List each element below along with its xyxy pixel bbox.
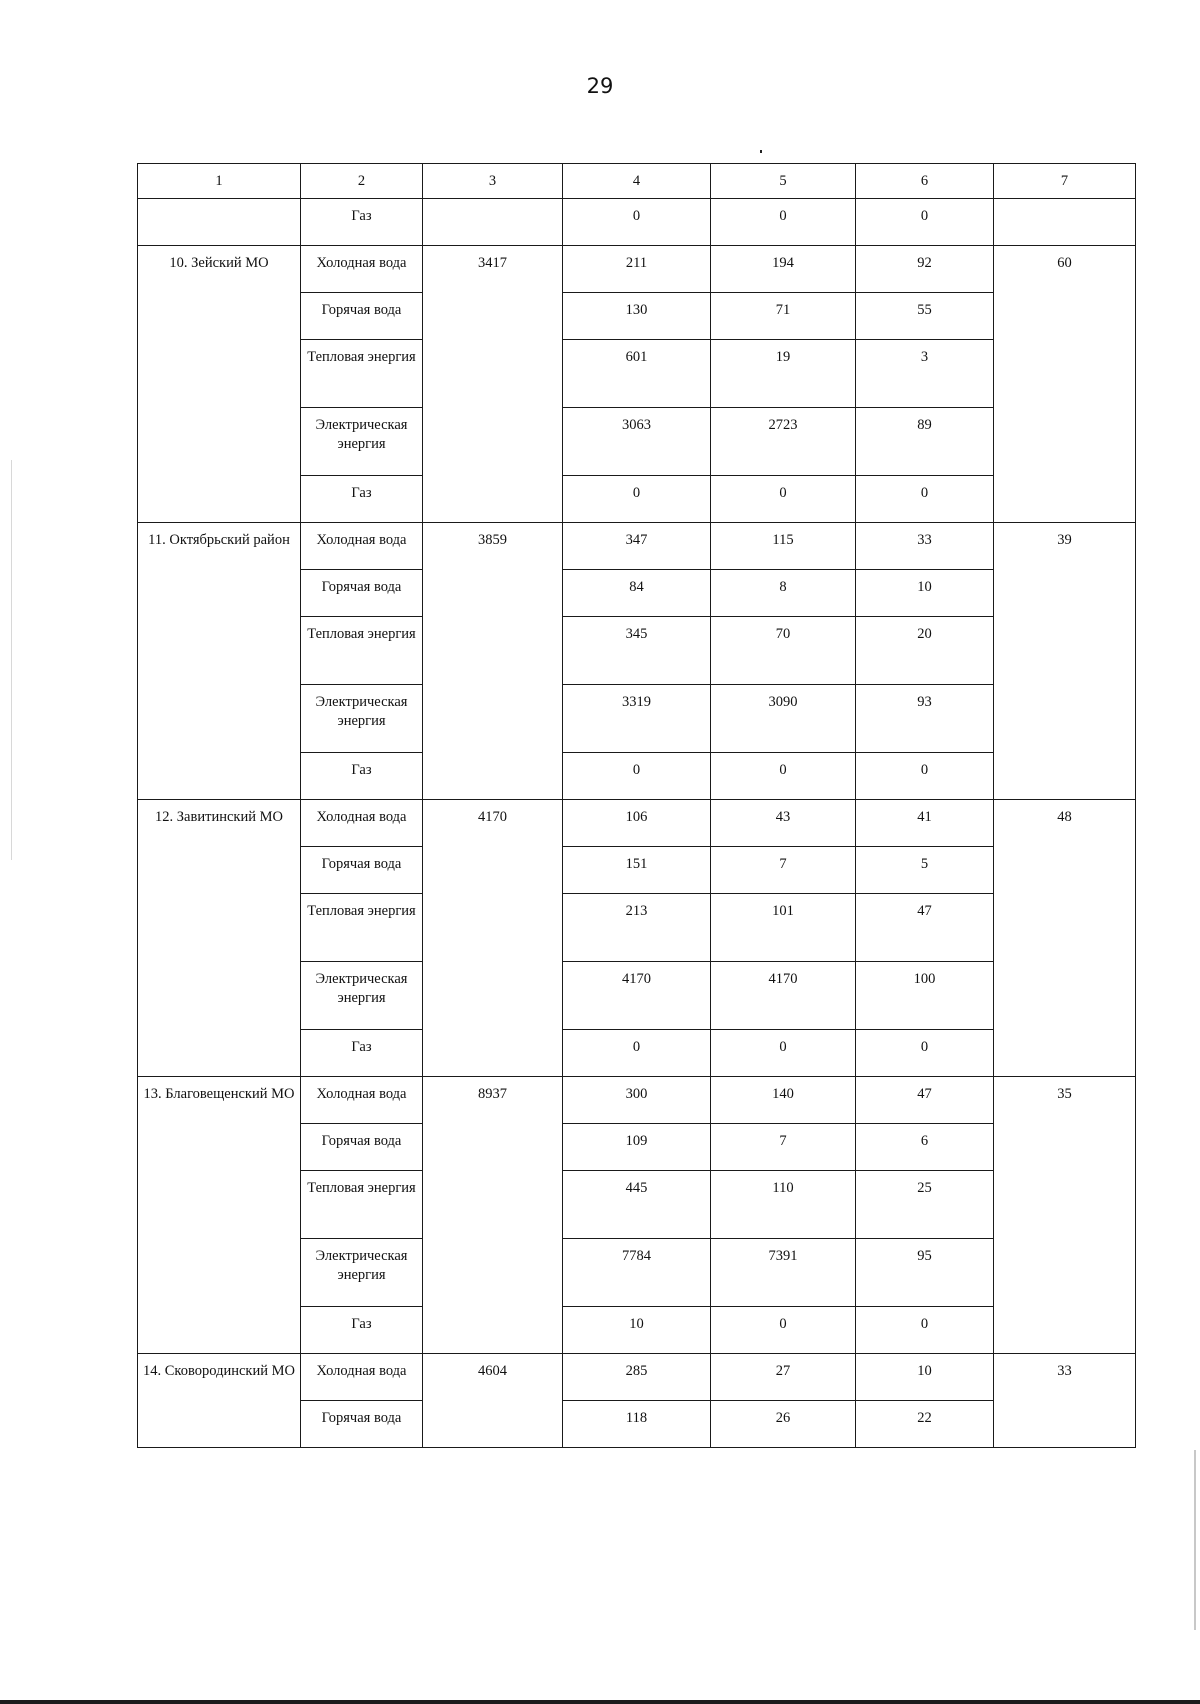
col3-cell (423, 199, 563, 246)
col5-cell: 19 (711, 340, 856, 408)
col6-cell: 10 (856, 570, 994, 617)
resource-cell: Тепловая энергия (301, 617, 423, 685)
col6-cell: 6 (856, 1124, 994, 1171)
table-row (138, 246, 1136, 293)
col5-cell: 7 (711, 847, 856, 894)
col4-cell: 118 (563, 1401, 711, 1448)
col5-cell: 27 (711, 1354, 856, 1401)
scan-tick-mark (760, 150, 762, 153)
column-number: 5 (711, 164, 856, 199)
col4-cell: 109 (563, 1124, 711, 1171)
col4-cell: 3319 (563, 685, 711, 753)
col5-cell: 101 (711, 894, 856, 962)
col5-cell: 0 (711, 1307, 856, 1354)
column-number-row (138, 164, 1136, 199)
resource-cell: Газ (301, 1030, 423, 1077)
column-number: 6 (856, 164, 994, 199)
col6-cell: 5 (856, 847, 994, 894)
col6-cell: 100 (856, 962, 994, 1030)
col5-cell: 194 (711, 246, 856, 293)
scan-artifact-line (1194, 1450, 1196, 1630)
col4-cell: 285 (563, 1354, 711, 1401)
col5-cell: 70 (711, 617, 856, 685)
col6-cell: 93 (856, 685, 994, 753)
col4-cell: 151 (563, 847, 711, 894)
resource-cell: Газ (301, 476, 423, 523)
col4-cell: 0 (563, 753, 711, 800)
col4-cell: 0 (563, 476, 711, 523)
resource-cell: Горячая вода (301, 1124, 423, 1171)
col4-cell: 7784 (563, 1239, 711, 1307)
col5-cell: 115 (711, 523, 856, 570)
col5-cell: 2723 (711, 408, 856, 476)
resource-cell: Электрическая энергия (301, 408, 423, 476)
col6-cell: 47 (856, 894, 994, 962)
col6-cell: 3 (856, 340, 994, 408)
resource-cell: Холодная вода (301, 246, 423, 293)
municipality-cell: 13. Благовещенский МО (138, 1077, 301, 1354)
carry-over-row (138, 199, 1136, 246)
col5-cell: 71 (711, 293, 856, 340)
col5-cell: 0 (711, 476, 856, 523)
column-number: 7 (994, 164, 1136, 199)
resource-cell: Холодная вода (301, 523, 423, 570)
municipality-cell: 10. Зейский МО (138, 246, 301, 523)
col3-cell: 3859 (423, 523, 563, 800)
col6-cell: 22 (856, 1401, 994, 1448)
col4-cell: 601 (563, 340, 711, 408)
col6-cell: 0 (856, 1307, 994, 1354)
col5-cell: 0 (711, 1030, 856, 1077)
col6-cell: 41 (856, 800, 994, 847)
col5-cell: 4170 (711, 962, 856, 1030)
col6-cell: 0 (856, 1030, 994, 1077)
page-number: 29 (586, 74, 614, 98)
col4-cell: 3063 (563, 408, 711, 476)
table-row (138, 523, 1136, 570)
resource-cell: Горячая вода (301, 570, 423, 617)
scan-artifact-line (11, 460, 12, 860)
col3-cell: 4170 (423, 800, 563, 1077)
col4-cell: 211 (563, 246, 711, 293)
resource-cell: Холодная вода (301, 800, 423, 847)
col5-cell: 43 (711, 800, 856, 847)
col7-cell: 33 (994, 1354, 1136, 1448)
municipality-cell: 14. Сковородинский МО (138, 1354, 301, 1448)
resource-cell: Холодная вода (301, 1354, 423, 1401)
col4-cell: 130 (563, 293, 711, 340)
col3-cell: 8937 (423, 1077, 563, 1354)
col6-cell: 33 (856, 523, 994, 570)
col7-cell: 60 (994, 246, 1136, 523)
col4-cell: 84 (563, 570, 711, 617)
col3-cell: 3417 (423, 246, 563, 523)
column-number: 4 (563, 164, 711, 199)
col4-cell: 347 (563, 523, 711, 570)
col6-cell: 89 (856, 408, 994, 476)
col6-cell: 0 (856, 476, 994, 523)
resource-cell: Электрическая энергия (301, 1239, 423, 1307)
resource-cell: Горячая вода (301, 293, 423, 340)
resource-cell: Тепловая энергия (301, 894, 423, 962)
col5-cell: 110 (711, 1171, 856, 1239)
table-body (138, 164, 1136, 1448)
col5-cell: 0 (711, 199, 856, 246)
col5-cell: 7 (711, 1124, 856, 1171)
resource-cell: Газ (301, 199, 423, 246)
col6-cell: 25 (856, 1171, 994, 1239)
col7-cell (994, 199, 1136, 246)
col5-cell: 0 (711, 753, 856, 800)
data-table (137, 163, 1136, 1448)
resource-cell: Газ (301, 753, 423, 800)
table-row (138, 1354, 1136, 1401)
scan-bottom-edge (0, 1700, 1200, 1704)
col4-cell: 213 (563, 894, 711, 962)
col6-cell: 0 (856, 199, 994, 246)
col5-cell: 140 (711, 1077, 856, 1124)
resource-cell: Электрическая энергия (301, 685, 423, 753)
col6-cell: 95 (856, 1239, 994, 1307)
col6-cell: 20 (856, 617, 994, 685)
col5-cell: 26 (711, 1401, 856, 1448)
column-number: 1 (138, 164, 301, 199)
col4-cell: 4170 (563, 962, 711, 1030)
resource-cell: Горячая вода (301, 847, 423, 894)
resource-cell: Холодная вода (301, 1077, 423, 1124)
resource-cell: Электрическая энергия (301, 962, 423, 1030)
table-row (138, 800, 1136, 847)
col4-cell: 445 (563, 1171, 711, 1239)
municipality-cell: 12. Завитинский МО (138, 800, 301, 1077)
col7-cell: 35 (994, 1077, 1136, 1354)
col6-cell: 47 (856, 1077, 994, 1124)
col4-cell: 106 (563, 800, 711, 847)
col7-cell: 39 (994, 523, 1136, 800)
col4-cell: 0 (563, 1030, 711, 1077)
col6-cell: 92 (856, 246, 994, 293)
col5-cell: 8 (711, 570, 856, 617)
col4-cell: 10 (563, 1307, 711, 1354)
col6-cell: 55 (856, 293, 994, 340)
col7-cell: 48 (994, 800, 1136, 1077)
table-row (138, 1077, 1136, 1124)
col4-cell: 0 (563, 199, 711, 246)
municipality-cell: 11. Октябрьский район (138, 523, 301, 800)
municipality-cell (138, 199, 301, 246)
column-number: 3 (423, 164, 563, 199)
column-number: 2 (301, 164, 423, 199)
col5-cell: 7391 (711, 1239, 856, 1307)
col4-cell: 345 (563, 617, 711, 685)
resource-cell: Тепловая энергия (301, 1171, 423, 1239)
resource-cell: Горячая вода (301, 1401, 423, 1448)
col6-cell: 0 (856, 753, 994, 800)
resource-cell: Тепловая энергия (301, 340, 423, 408)
col3-cell: 4604 (423, 1354, 563, 1448)
col4-cell: 300 (563, 1077, 711, 1124)
col6-cell: 10 (856, 1354, 994, 1401)
resource-cell: Газ (301, 1307, 423, 1354)
col5-cell: 3090 (711, 685, 856, 753)
